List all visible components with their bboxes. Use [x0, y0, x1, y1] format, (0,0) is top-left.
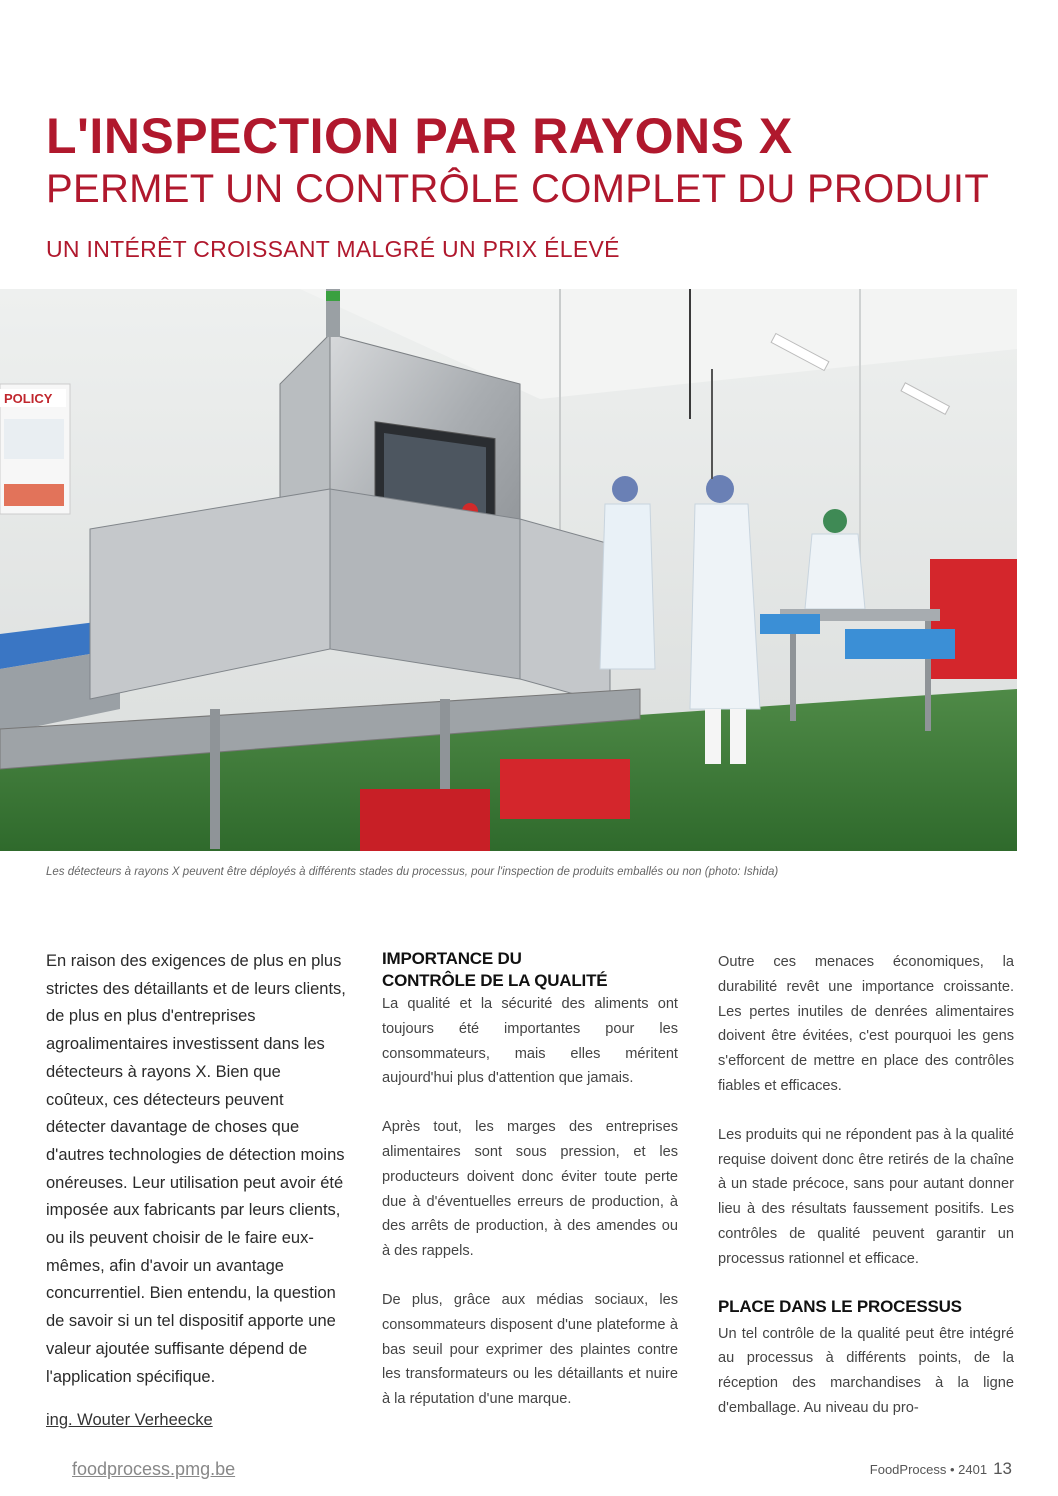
policy-sign-text: POLICY	[4, 391, 53, 406]
photo-caption: Les détecteurs à rayons X peuvent être déployés à différents stades du processus, pour l'inspection de produits emballés ou non (photo: Ishida)	[46, 866, 779, 878]
footer-issue	[870, 1458, 1012, 1481]
article-title: L'INSPECTION PAR RAYONS X	[46, 108, 793, 164]
body-paragraph: Les produits qui ne répondent pas à la qualité requise doivent donc être retirés de la chaîne à un stade précoce, sans pour autant donner lieu à des résultats faussement positifs. Les contrôles de qualité peuvent garantir un processus rationnel et efficace.	[718, 1126, 1014, 1267]
column-three	[718, 950, 1014, 1445]
page-number: 13	[993, 1459, 1012, 1478]
article-photo	[0, 289, 1017, 851]
body-paragraph: Outre ces menaces économiques, la durabilité revêt une importance croissante. Les pertes inutiles de denrées alimentaires doivent être évitées, c'est pourquoi les gens s'efforcent de mettre en place des contrôles fiables et efficaces.	[718, 954, 1014, 1094]
section-heading-quality	[382, 948, 678, 992]
footer-website-link[interactable]: foodprocess.pmg.be	[72, 1459, 236, 1479]
body-paragraph: Un tel contrôle de la qualité peut être intégré au processus à différents points, de la réception des marchandises à la ligne d'emballage. Au niveau du pro-	[718, 1325, 1014, 1416]
body-paragraph: La qualité et la sécurité des aliments ont toujours été importantes pour les consommateurs, mais elles méritent aujourd'hui plus d'attention que jamais.	[382, 996, 678, 1087]
section-heading-process: PLACE DANS LE PROCESSUS	[718, 1296, 962, 1316]
section-heading-line2: CONTRÔLE DE LA QUALITÉ	[382, 971, 608, 990]
intro-paragraph: En raison des exigences de plus en plus strictes des détaillants et de leurs clients, de plus en plus d'entreprises agroalimentaires investissent dans les détecteurs à rayons X. Bien que coûteux, ces détecteurs peuvent détecter davantage de choses que d'autres technologies de détection moins onéreuses. Leur utilisation peut avoir été imposée aux fabricants par leurs clients, ou ils peuvent choisir de le faire eux-mêmes, afin d'avoir un avantage concurrentiel. Bien entendu, la question de savoir si un tel dispositif apporte une valeur ajoutée suffisante dépend de l'application spécifique.	[46, 952, 346, 1386]
section-heading-line1: IMPORTANCE DU	[382, 949, 522, 968]
article-title-sub: PERMET UN CONTRÔLE COMPLET DU PRODUIT	[46, 167, 990, 211]
factory-illustration	[0, 289, 1017, 851]
body-paragraph: Après tout, les marges des entreprises alimentaires sont sous pression, et les producteurs doivent donc éviter toute perte due à d'éventuelles erreurs de production, à des arrêts de production, à des amendes ou à des rappels.	[382, 1119, 678, 1260]
worker-figure	[600, 476, 655, 669]
intro-column	[46, 948, 346, 1391]
body-paragraph: De plus, grâce aux médias sociaux, les consommateurs disposent d'une plateforme à bas seuil pour exprimer des plaintes contre les transformateurs ou les détaillants et nuire à la réputation d'une marque.	[382, 1291, 678, 1408]
column-two	[382, 948, 678, 1436]
author-byline[interactable]: ing. Wouter Verheecke	[46, 1411, 213, 1429]
footer-issue-label: FoodProcess • 2401	[869, 1462, 988, 1477]
article-subtitle: UN INTÉRÊT CROISSANT MALGRÉ UN PRIX ÉLEVÉ	[46, 236, 620, 262]
